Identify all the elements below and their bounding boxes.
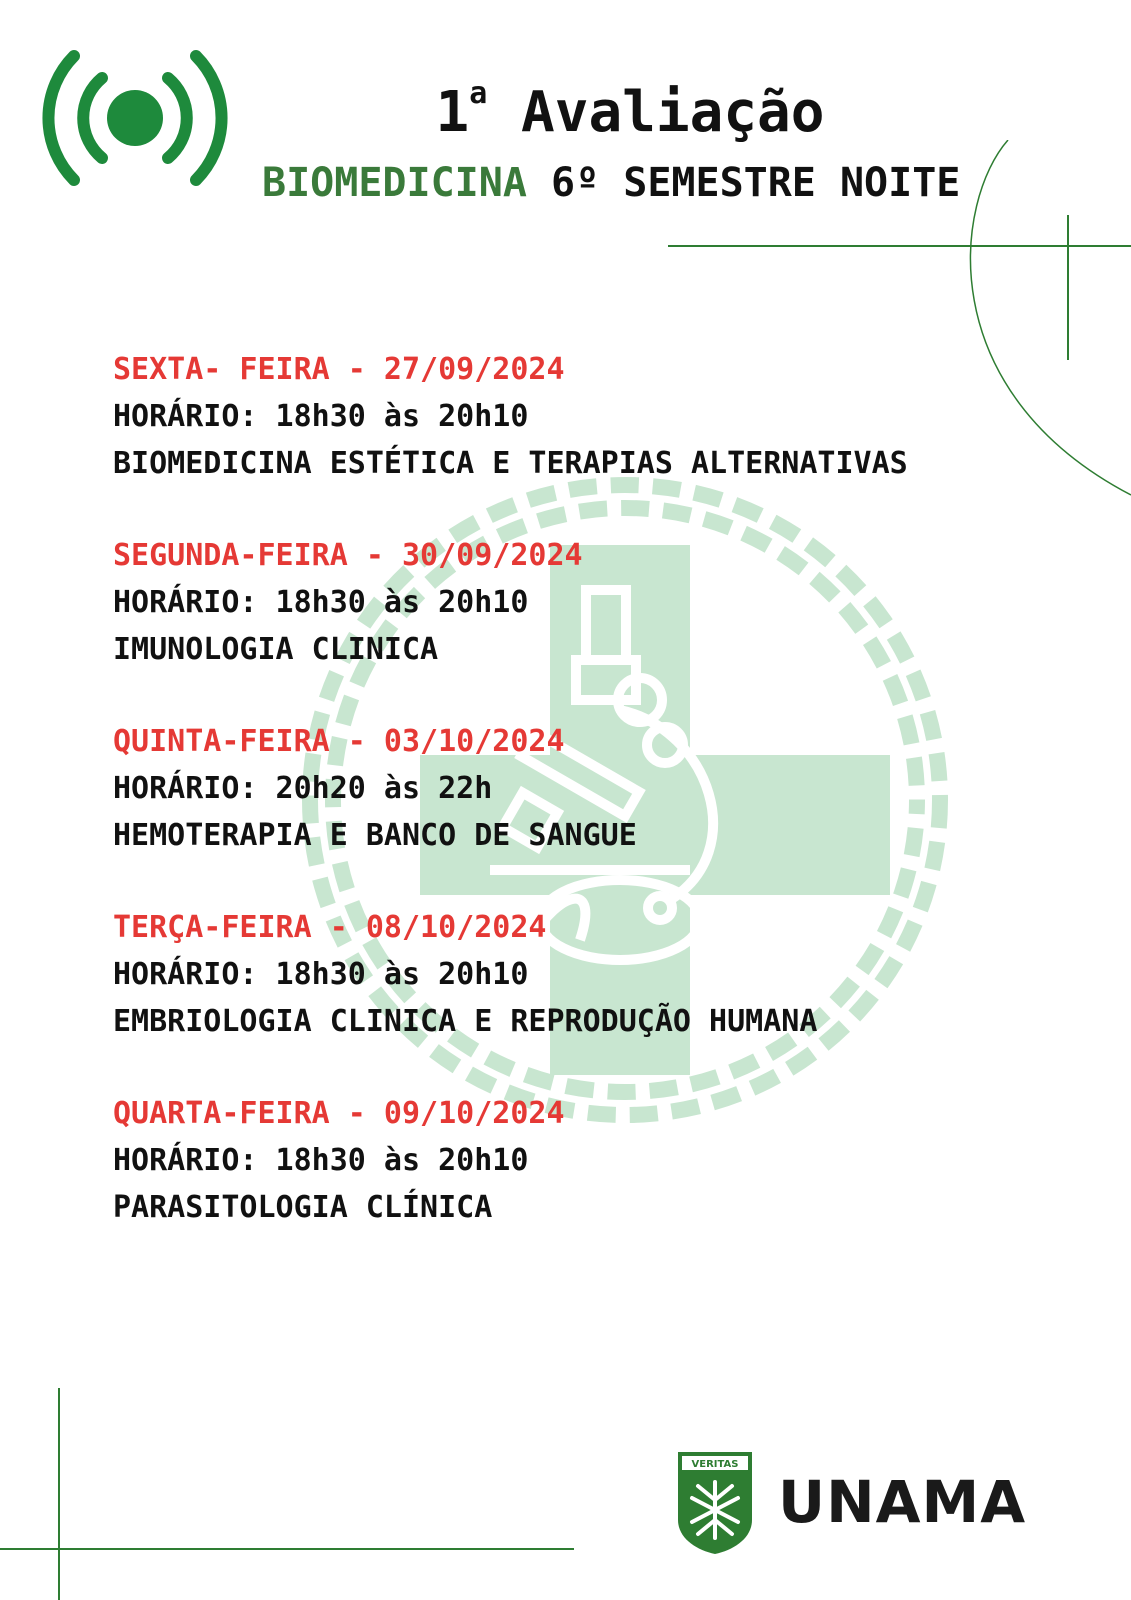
entry-time: HORÁRIO: 18h30 às 20h10 [113,957,529,992]
entry-time: HORÁRIO: 20h20 às 22h [113,771,493,806]
subtitle-course: BIOMEDICINA [262,160,527,206]
entry-subject: BIOMEDICINA ESTÉTICA E TERAPIAS ALTERNATIVAS [113,446,908,481]
page-title [0,76,1131,145]
entry-time: HORÁRIO: 18h30 às 20h10 [113,1143,529,1178]
entry-time: HORÁRIO: 18h30 às 20h10 [113,585,529,620]
veritas-shield-icon [676,1450,754,1556]
title-ordinal: a [469,76,488,112]
entry-subject: EMBRIOLOGIA CLINICA E REPRODUÇÃO HUMANA [113,1004,818,1039]
entry-date: SEGUNDA-FEIRA - 30/09/2024 [113,538,583,573]
entry-subject: HEMOTERAPIA E BANCO DE SANGUE [113,818,637,853]
entry-subject: PARASITOLOGIA CLÍNICA [113,1190,493,1225]
bottom-left-vertical-line [58,1388,60,1600]
schedule-entry [113,1090,1013,1231]
entry-subject: IMUNOLOGIA CLINICA [113,632,439,667]
page-subtitle [262,160,960,206]
bottom-left-horizontal-line [0,1548,574,1550]
shield-text: VERITAS [691,1459,739,1470]
exam-schedule [113,346,1013,1276]
subtitle-semester: 6º SEMESTRE NOITE [526,160,961,206]
entry-date: SEXTA- FEIRA - 27/09/2024 [113,352,565,387]
entry-date: QUARTA-FEIRA - 09/10/2024 [113,1096,565,1131]
entry-date: TERÇA-FEIRA - 08/10/2024 [113,910,547,945]
schedule-entry [113,346,1013,487]
schedule-entry [113,532,1013,673]
schedule-entry [113,904,1013,1045]
title-number: 1 [435,80,470,145]
entry-time: HORÁRIO: 18h30 às 20h10 [113,399,529,434]
schedule-entry [113,718,1013,859]
entry-date: QUINTA-FEIRA - 03/10/2024 [113,724,565,759]
brand-name: UNAMA [778,1468,1027,1536]
title-text: Avaliação [487,80,825,145]
